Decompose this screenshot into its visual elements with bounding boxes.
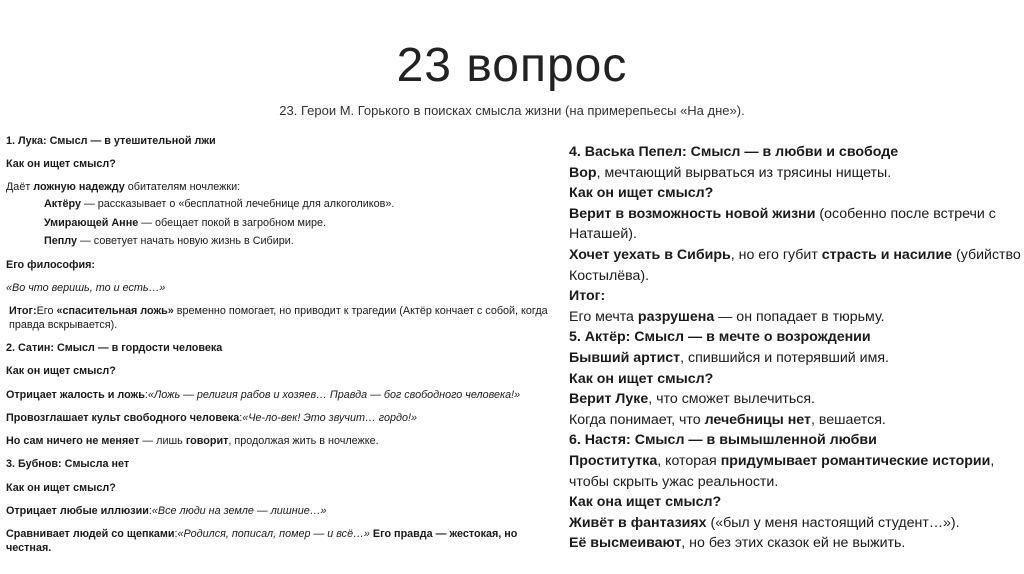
actor-how-question: Как он ищет смысл?: [569, 370, 714, 387]
nastya-how-question: Как она ищет смысл?: [569, 494, 722, 511]
actor-when-line: Когда понимает, что лечебницы нет, вешается.: [569, 411, 886, 428]
vaska-how-question: Как он ищет смысл?: [569, 185, 714, 202]
right-column: [569, 142, 1021, 554]
satin-heading: 2. Сатин: Смысл — в гордости человека: [6, 342, 223, 355]
bubnov-denies-paragraph: Отрицает любые иллюзии:«Все люди на земле — лишние…»: [6, 504, 327, 517]
luka-anna-item: Умирающей Анне — обещает покой в загробном мире.: [44, 216, 326, 229]
vaska-itog-label: Итог:: [569, 288, 606, 305]
bubnov-heading: 3. Бубнов: Смысла нет: [6, 458, 130, 471]
vaska-heading: 4. Васька Пепел: Смысл — в любви и свободе: [569, 144, 899, 160]
vaska-believes-line: Верит в возможность новой жизни (особенно после встречи с Наташей).: [569, 205, 996, 243]
nastya-prost-line: Проститутка, которая придумывает романтические истории, чтобы скрыть ужас реальности.: [569, 452, 995, 490]
actor-heading: 5. Актёр: Смысл — в мечте о возрождении: [569, 329, 871, 346]
luka-heading: 1. Лука: Смысл — в утешительной лжи: [6, 135, 216, 147]
vaska-itog-line: Его мечта разрушена — он попадает в тюрьму.: [569, 308, 885, 325]
bubnov-compare-paragraph: Сравнивает людей со щепками:«Родился, пописал, помер — и всё…» Его правда — жестокая, но честная.: [6, 527, 518, 554]
luka-actor-item: Актёру — рассказывает о «бесплатной лечебнице для алкоголиков».: [44, 198, 395, 211]
slide-subtitle: 23. Герои М. Горького в поисках смысла жизни (на примерепьесы «На дне»).: [279, 103, 745, 118]
actor-former-line: Бывший артист, спившийся и потерявший имя.: [569, 349, 889, 366]
bubnov-how-question: Как он ищет смысл?: [6, 481, 116, 494]
nastya-heading: 6. Настя: Смысл — в вымышленной любви: [569, 432, 877, 449]
slide-title: 23 вопрос: [396, 39, 628, 92]
satin-how-question: Как он ищет смысл?: [6, 365, 116, 378]
nastya-lives-line: Живёт в фантазиях («был у меня настоящий студент…»).: [569, 514, 960, 531]
vaska-wants-line: Хочет уехать в Сибирь, но его губит страсть и насилие (убийство Костылёва).: [569, 246, 1021, 284]
satin-nothing-paragraph: Но сам ничего не меняет — лишь говорит, продолжая жить в ночлежке.: [6, 435, 379, 448]
luka-gives-paragraph: Даёт ложную надежду обитателям ночлежки:: [6, 181, 241, 194]
luka-philosophy-label: Его философия:: [6, 258, 95, 271]
nastya-mocked-line: Её высмеивают, но без этих сказок ей не выжить.: [569, 535, 906, 552]
vaska-thief-line: Вор, мечтающий вырваться из трясины нищеты.: [569, 164, 892, 181]
luka-how-question: Как он ищет смысл?: [6, 158, 116, 171]
left-column: [6, 134, 562, 564]
satin-denies-paragraph: Отрицает жалость и ложь:«Ложь — религия рабов и хозяев… Правда — бог свободного человека!»: [6, 388, 521, 401]
luka-itog-paragraph: Итог:Его «спасительная ложь» временно помогает, но приводит к трагедии (Актёр кончает с собой, когда правда вскрывается).: [9, 304, 548, 331]
luka-philosophy-quote: «Во что веришь, то и есть…»: [6, 281, 166, 294]
actor-believes-line: Верит Луке, что сможет вылечиться.: [569, 391, 815, 408]
satin-cult-paragraph: Провозглашает культ свободного человека:«Че-ло-век! Это звучит… гордо!»: [6, 411, 417, 424]
luka-pepel-item: Пеплу — советует начать новую жизнь в Сибири.: [44, 235, 294, 248]
